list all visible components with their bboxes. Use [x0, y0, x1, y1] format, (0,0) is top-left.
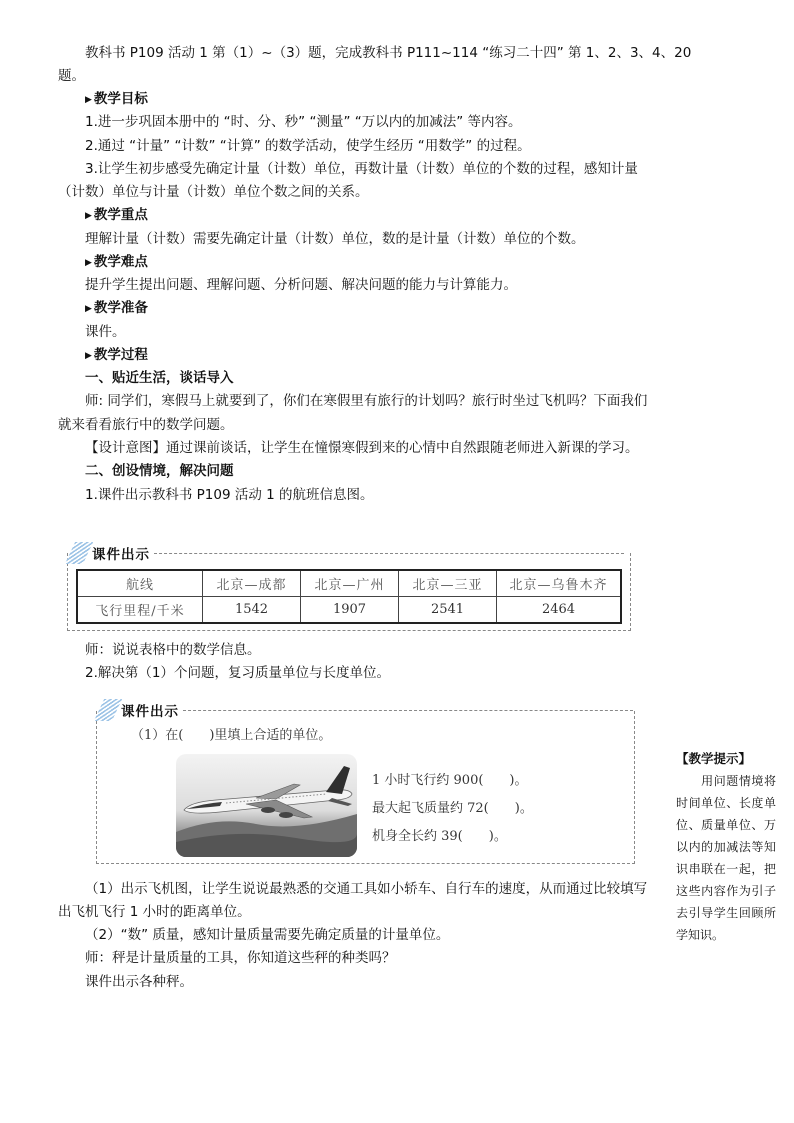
section-2-title: 二、创设情境，解决问题	[85, 463, 234, 479]
teacher-scale-line: 师：秤是计量质量的工具，你知道这些秤的种类吗？	[85, 950, 396, 966]
table-header-cell: 北京—成都	[203, 570, 301, 597]
show-scales-line: 课件出示各种秤。	[85, 974, 193, 990]
note-1-line-1: （1）出示飞机图，让学生说说最熟悉的交通工具如小轿车、自行车的速度，从而通过比较填写	[85, 881, 648, 897]
table-header-cell: 北京—乌鲁木齐	[497, 570, 622, 597]
preparation-heading: ▶ 教学准备	[85, 300, 148, 316]
teaching-tip-title: 【教学提示】	[676, 751, 752, 766]
question-2: 最大起飞质量约 72( )。	[372, 801, 533, 816]
difficulties-text: 提升学生提出问题、理解问题、分析问题、解决问题的能力与计算能力。	[85, 277, 517, 293]
step-2: 2.解决第（1）个问题，复习质量单位与长度单位。	[85, 665, 390, 681]
objective-item-1: 1.进一步巩固本册中的 “时、分、秒” “测量” “万以内的加减法” 等内容。	[85, 114, 522, 130]
note-1-line-2: 出飞机飞行 1 小时的距离单位。	[58, 904, 251, 920]
objectives-heading: ▶ 教学目标	[85, 91, 148, 107]
courseware-stripe-icon	[94, 699, 122, 721]
objective-item-3-line-2: （计数）单位与计量（计数）单位个数之间的关系。	[58, 184, 369, 200]
table-header-row	[77, 570, 621, 597]
teacher-table-line: 师：说说表格中的数学信息。	[85, 642, 261, 658]
table-cell: 2464	[497, 597, 622, 624]
courseware-tab-1	[70, 542, 624, 564]
objective-item-2: 2.通过 “计量” “计数” “计算” 的数学活动，使学生经历 “用数学” 的过程。	[85, 138, 531, 154]
triangle-bullet-icon: ▶	[85, 304, 92, 314]
question-1: 1 小时飞行约 900( )。	[372, 773, 528, 788]
table-cell: 飞行里程/千米	[77, 597, 203, 624]
triangle-bullet-icon: ▶	[85, 258, 92, 268]
objective-item-3-line-1: 3.让学生初步感受先确定计量（计数）单位，再数计量（计数）单位的个数的过程，感知计量	[85, 161, 638, 177]
table-cell: 1542	[203, 597, 301, 624]
step-1: 1.课件出示教科书 P109 活动 1 的航班信息图。	[85, 487, 374, 503]
design-intent: 【设计意图】通过课前谈话，让学生在憧憬寒假到来的心情中自然跟随老师进入新课的学习。	[85, 440, 639, 456]
question-3: 机身全长约 39( )。	[372, 829, 507, 844]
table-cell: 1907	[301, 597, 399, 624]
preparation-text: 课件。	[85, 324, 126, 340]
teacher-line-1: 师: 同学们，寒假马上就要到了，你们在寒假里有旅行的计划吗？旅行时坐过飞机吗？下面我们	[85, 393, 648, 409]
process-heading: ▶ 教学过程	[85, 347, 148, 363]
triangle-bullet-icon: ▶	[85, 351, 92, 361]
key-points-heading: ▶ 教学重点	[85, 207, 148, 223]
courseware-prompt: （1）在( )里填上合适的单位。	[131, 728, 332, 743]
triangle-bullet-icon: ▶	[85, 211, 92, 221]
triangle-bullet-icon: ▶	[85, 95, 92, 105]
route-table	[76, 569, 622, 624]
key-points-text: 理解计量（计数）需要先确定计量（计数）单位，数的是计量（计数）单位的个数。	[85, 231, 585, 247]
airplane-photo	[176, 754, 357, 857]
courseware-tab-2	[99, 699, 633, 721]
table-header-cell: 北京—三亚	[399, 570, 497, 597]
teacher-line-2: 就来看看旅行中的数学问题。	[58, 417, 234, 433]
teaching-tip	[676, 748, 776, 946]
courseware-label-2: 课件出示	[121, 700, 183, 720]
airplane-icon	[176, 754, 357, 857]
table-cell: 2541	[399, 597, 497, 624]
teaching-tip-body: 用问题情境将时间单位、长度单位、质量单位、万以内的加减法等知识串联在一起，把这些内容作为引子去引导学生回顾所学知识。	[676, 774, 776, 942]
intro-line-2: 题。	[58, 68, 85, 84]
table-header-cell: 北京—广州	[301, 570, 399, 597]
table-row	[77, 597, 621, 624]
note-2: （2）“数” 质量，感知计量质量需要先确定质量的计量单位。	[85, 927, 450, 943]
courseware-stripe-icon	[65, 542, 93, 564]
courseware-label-1: 课件出示	[92, 543, 154, 563]
table-header-cell: 航线	[77, 570, 203, 597]
difficulties-heading: ▶ 教学难点	[85, 254, 148, 270]
section-1-title: 一、贴近生活，谈话导入	[85, 370, 234, 386]
intro-line-1: 教科书 P109 活动 1 第（1）~（3）题，完成教科书 P111~114 “练习二十四” 第 1、2、3、4、20	[85, 45, 692, 61]
